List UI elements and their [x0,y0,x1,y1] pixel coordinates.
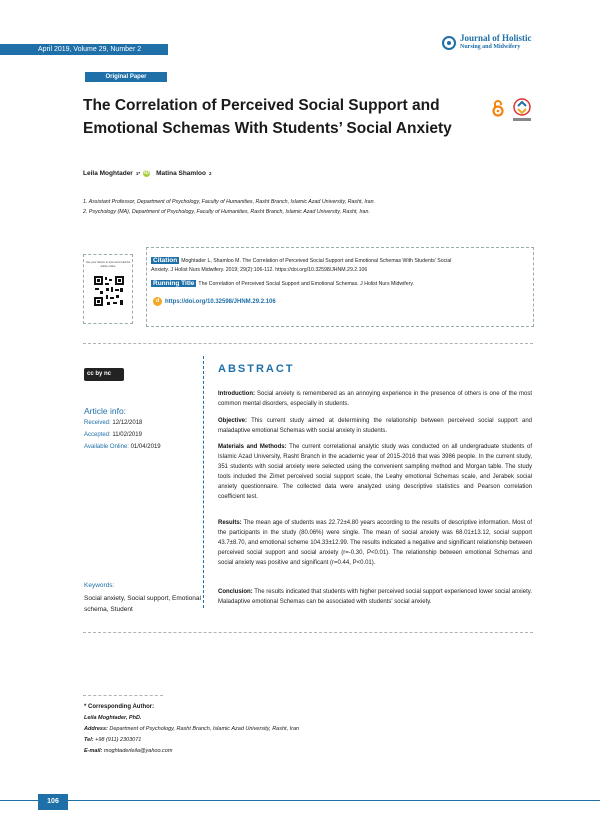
paper-type-badge: Original Paper [85,72,167,82]
footer-rule [0,800,600,801]
qr-caption: Use your device to scan and read the article online [85,261,131,268]
author-2[interactable]: Matina Shamloo [156,170,206,177]
authors-line [83,170,211,177]
corresponding-name: Leila Moghtader, PhD. [84,715,142,721]
running-title-text: The Correlation of Perceived Social Support and Emotional Schemas. J Holist Nurs Midwifery. [198,281,414,287]
doi-text[interactable]: https://doi.org/10.32598/JHNM.29.2.106 [165,298,276,305]
running-title-label: Running Title [153,280,195,287]
affiliation-2: 2. Psychology (MA), Department of Psychology, Faculty of Humanities, Rasht Branch, Islamic Azad University, Rasht, Iran. [83,209,370,215]
citation-line-2: Anxiety. J Holist Nurs Midwifery. 2019; 29(2):106-112. https://doi.org/10.32598/JHNM.29.2.106 [151,267,368,273]
divider-bottom [83,632,533,633]
received-row: Received: 12/12/2018 [84,420,143,426]
qr-code-icon[interactable] [93,275,125,307]
column-separator [203,356,204,608]
abstract-introduction: Introduction: Social anxiety is remembered as an annoying experience in the presence of others is one of the most common mental disorders, especially in students. [218,391,532,407]
corresponding-email: E-mail: moghtaderleila@yahoo.com [84,748,173,754]
open-access-icon [491,99,505,117]
crossmark-icon[interactable] [511,97,533,123]
journal-logo-icon [442,36,456,50]
accepted-row: Accepted: 11/02/2019 [84,432,142,438]
footnote-rule [83,695,163,696]
doi-icon: d [153,297,162,306]
corresponding-address: Address: Department of Psychology, Rasht Branch, Islamic Azad University, Rasht, Iran [84,726,300,732]
qr-box [83,254,133,324]
journal-name: Journal of Holistic Nursing and Midwifery [460,33,532,50]
article-title: The Correlation of Perceived Social Support and Emotional Schemas With Students’ Social Anxiety [83,97,452,137]
author-1-sup: 1* [135,171,141,176]
issue-text: April 2019, Volume 29, Number 2 [38,46,142,53]
author-2-sup: 2 [208,171,212,176]
issue-band [0,44,168,55]
orcid-icon[interactable]: iD [144,170,150,176]
abstract-objective: Objective: This current study aimed at determining the relationship between perceived social support and maladaptive emotional Schemas with social anxiety in students. [218,418,533,434]
keywords-text: Social anxiety, Social support, Emotional schema, Student [84,595,201,613]
article-info-title: Article info: [84,406,127,416]
abstract-conclusion: Conclusion: The results indicated that students with higher perceived social support experienced lower social anxiety. Maladaptive emotional Schemas can be associated with students' social anxiety. [218,589,532,605]
online-row: Available Online: 01/04/2019 [84,444,161,450]
abstract-title: ABSTRACT [218,363,295,375]
citation-label: Citation [153,257,178,264]
journal-logo [442,34,532,52]
corresponding-tel: Tel: +98 (911) 2303071 [84,737,142,743]
corresponding-title: * Corresponding Author: [84,704,155,710]
doi-link[interactable] [153,297,276,306]
abstract-results: Results: The mean age of students was 22.72±4.80 years according to the results of descriptive information. Most of the participants in the study (80.06%) were single. The mean of social anxiety was 68.01±13.12, social support 43.7±8.70, and emotional scheme 104.33±12.99. The results indicated a negative and significant relationship between perceived social support and social anxiety (r=-0.30, P<0.01). The relationship between emotional Schemas and social anxiety was positive and significant (r=0.44, P<0.01). [218,520,532,566]
author-1[interactable]: Leila Moghtader [83,170,133,177]
citation-box [146,247,534,327]
keywords-title: Keywords: [84,582,115,589]
citation-text: Moghtader L, Shamloo M. The Correlation of Perceived Social Support and Emotional Schemas With Students’ Social [181,258,452,264]
cc-license-badge[interactable]: cc by nc [84,368,124,381]
abstract-methods: Materials and Methods: The current correlational analytic study was conducted on all undergraduate students of Islamic Azad University, Rasht Branch in the academic year of 2015-2016 that was 3986 people. In the current study, 351 students with social anxiety were selected using the convenient sampling method and Morgan table. The study tools included the Zimet perceived social support scale, the Leahy emotional Schemas scale, and Jerabek social anxiety questionnaire. The collected data were analyzed using descriptive statistics and Pearson correlation coefficient test. [218,444,532,500]
running-title-line [151,279,414,289]
citation-line-1 [151,256,451,266]
page-number: 106 [38,794,68,810]
affiliation-1: 1. Assistant Professor, Department of Psychology, Faculty of Humanities, Rasht Branch, Islamic Azad University, Rasht, Iran. [83,199,376,205]
divider-top [83,343,533,344]
